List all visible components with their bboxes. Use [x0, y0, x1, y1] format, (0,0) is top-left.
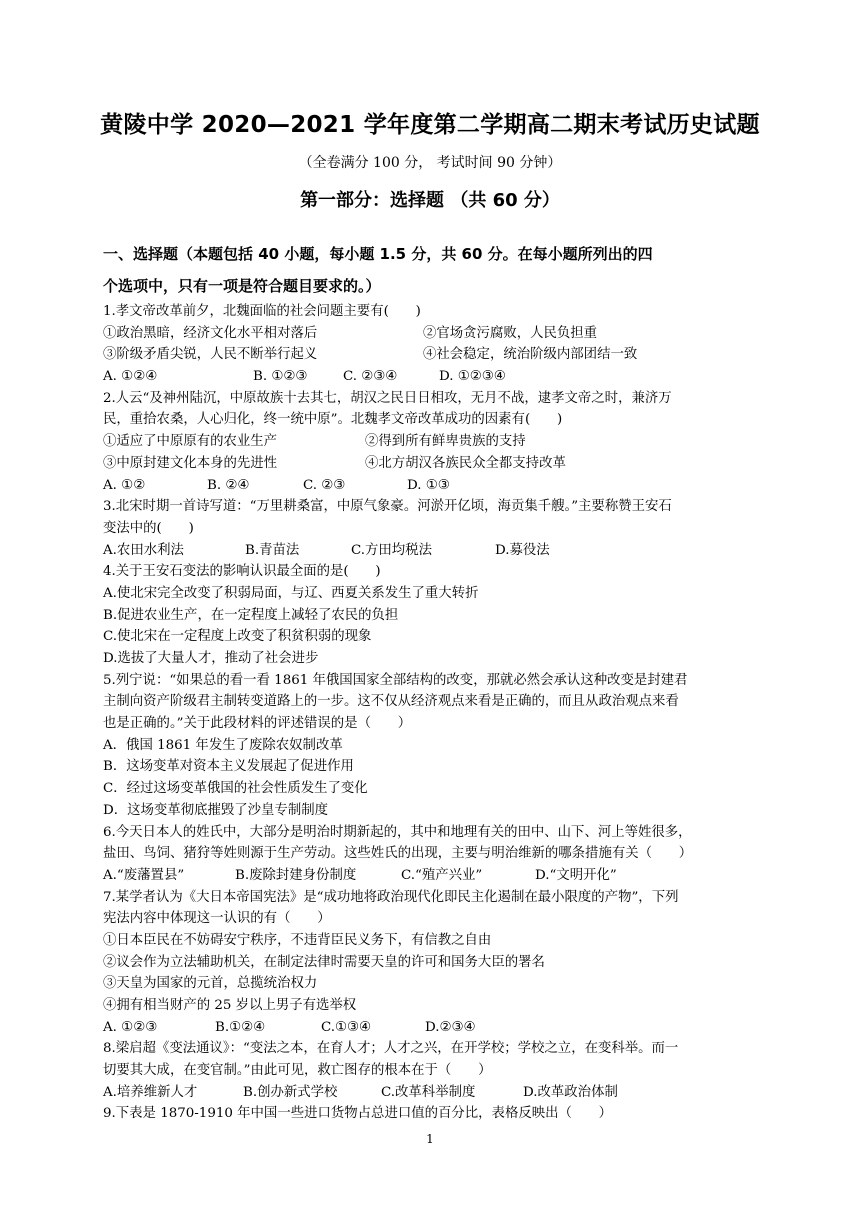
statement: ②得到所有鲜卑贵族的支持 [365, 434, 526, 450]
choice-a: A.“废藩置县” [103, 867, 185, 883]
question-7 [103, 887, 763, 1039]
question-stem: 3.北宋时期一首诗写道：“万里耕桑富，中原气象豪。河淤开亿顷，海贡集千艘。”主要称赞王安石 [103, 499, 672, 515]
choice-c: C.①③④ [321, 1019, 372, 1035]
instruction-line-2: 个选项中，只有一项是符合题目要求的。） [103, 277, 381, 295]
question-6 [103, 822, 763, 887]
instruction-line-1: 一、选择题（本题包括 40 小题，每小题 1.5 分，共 60 分。在每小题所列出的四 [103, 245, 653, 263]
choice-row [103, 366, 763, 388]
question-stem: 5.列宁说：“如果总的看一看 1861 年俄国国家全部结构的改变，那就必然会承认这种改变是封建君 [103, 672, 688, 688]
choice-b: B.①②④ [215, 1019, 266, 1035]
question-stem: 盐田、鸟饲、猪狩等姓则源于生产劳动。这些姓氏的出现，主要与明治维新的哪条措施有关（ ） [103, 846, 693, 862]
option-d: D.选拔了大量人才，推动了社会进步 [103, 651, 319, 666]
option-a: A．俄国 1861 年发生了废除农奴制改革 [103, 737, 343, 753]
choice-row [103, 475, 763, 497]
question-stem: 7.某学者认为《大日本帝国宪法》是“成功地将政治现代化即民主化遏制在最小限度的产物”，下列 [103, 889, 679, 905]
choice-row [103, 540, 763, 562]
statement: ①适应了中原原有的农业生产 [103, 434, 278, 450]
choice-row [103, 1082, 763, 1104]
choice-a: A.农田水利法 [103, 542, 184, 558]
question-stem: 4.关于王安石变法的影响认识最全面的是( ) [103, 564, 381, 580]
question-5 [103, 670, 763, 822]
question-stem: 2.人云“及神州陆沉，中原故族十去其七，胡汉之民日日相攻，无月不战，逮孝文帝之时，兼济万 [103, 390, 672, 406]
choice-c: C. ②③ [303, 477, 346, 493]
statement: ②官场贪污腐败，人民负担重 [423, 325, 598, 341]
question-stem: 1.孝文帝改革前夕，北魏面临的社会问题主要有( ) [103, 304, 421, 319]
statement: ④北方胡汉各族民众全都支持改革 [365, 455, 566, 471]
part-heading: 第一部分：选择题 （共 60 分） [300, 190, 560, 211]
statement-row [103, 453, 763, 475]
page-number: 1 [426, 1132, 434, 1146]
option-a: A.使北宋完全改变了积弱局面，与辽、西夏关系发生了重大转折 [103, 585, 479, 601]
statement-3: ③天皇为国家的元首，总揽统治权力 [103, 976, 318, 992]
option-d: D．这场变革彻底摧毁了沙皇专制制度 [103, 802, 328, 818]
option-c: C.使北宋在一定程度上改变了积贫积弱的现象 [103, 629, 372, 645]
choice-d: D.“文明开化” [535, 867, 617, 883]
choice-a: A.培养维新人才 [103, 1084, 198, 1100]
question-4 [103, 561, 763, 669]
choice-a: A. ①②④ [103, 369, 158, 385]
statement: ①政治黑暗，经济文化水平相对落后 [103, 325, 318, 341]
choice-b: B.青苗法 [245, 542, 300, 558]
statement-row [103, 344, 763, 366]
question-stem: 宪法内容中体现这一认识的有（ ） [103, 911, 331, 927]
questions [103, 301, 763, 1125]
choice-c: C.“殖产兴业” [401, 867, 483, 883]
choice-a: A. ①② [103, 477, 146, 493]
question-1 [103, 301, 763, 388]
question-8 [103, 1038, 763, 1103]
statement: ④社会稳定，统治阶级内部团结一致 [423, 347, 638, 363]
question-stem: 民，重拾农桑，人心归化，终一统中原”。北魏孝文帝改革成功的因素有( ) [103, 412, 563, 428]
question-2 [103, 388, 763, 496]
exam-subtitle: （全卷满分 100 分， 考试时间 90 分钟） [298, 155, 562, 171]
choice-c: C.方田均税法 [351, 542, 432, 558]
question-stem: 主制向资产阶级君主制转变道路上的一步。这不仅从经济观点来看是正确的，而且从政治观点来看 [103, 694, 679, 710]
choice-row [103, 865, 763, 887]
choice-a: A. ①②③ [103, 1019, 158, 1035]
question-stem: 8.梁启超《变法通议》：“变法之本，在育人才；人才之兴，在开学校；学校之立，在变科举。而一 [103, 1041, 679, 1057]
statement-4: ④拥有相当财产的 25 岁以上男子有选举权 [103, 998, 357, 1013]
question-3 [103, 496, 763, 561]
question-stem: 变法中的( ) [103, 520, 194, 536]
choice-d: D. ①③ [407, 477, 450, 493]
question-stem: 9.下表是 1870-1910 年中国一些进口货物占总进口值的百分比，表格反映出（ ） [103, 1106, 613, 1122]
option-c: C．经过这场变革俄国的社会性质发生了变化 [103, 781, 368, 797]
statement-2: ②议会作为立法辅助机关，在制定法律时需要天皇的许可和国务大臣的署名 [103, 954, 545, 970]
choice-b: B.废除封建身份制度 [235, 867, 357, 883]
statement: ③阶级矛盾尖锐，人民不断举行起义 [103, 347, 318, 363]
option-b: B.促进农业生产，在一定程度上减轻了农民的负担 [103, 607, 399, 623]
choice-d: D.募役法 [495, 542, 550, 558]
choice-d: D.②③④ [425, 1019, 476, 1035]
statement-row [103, 323, 763, 345]
statement-1: ①日本臣民在不妨碍安宁秩序，不违背臣民义务下，有信教之自由 [103, 932, 492, 948]
question-9 [103, 1103, 763, 1125]
choice-c: C.改革科举制度 [381, 1084, 476, 1100]
choice-b: B. ①②③ [253, 369, 308, 385]
choice-d: D.改革政治体制 [523, 1084, 618, 1100]
choice-b: B. ②④ [207, 477, 250, 493]
question-stem: 6.今天日本人的姓氏中，大部分是明治时期新起的，其中和地理有关的田中、山下、河上等姓很多， [103, 824, 692, 840]
statement: ③中原封建文化本身的先进性 [103, 455, 278, 471]
choice-d: D. ①②③④ [439, 369, 506, 385]
option-b: B．这场变革对资本主义发展起了促进作用 [103, 759, 354, 775]
choice-b: B.创办新式学校 [243, 1084, 338, 1100]
exam-title: 黄陵中学 2020—2021 学年度第二学期高二期末考试历史试题 [100, 112, 760, 138]
statement-row [103, 431, 763, 453]
choice-c: C. ②③④ [343, 369, 398, 385]
question-stem: 切要其大成，在变官制。”由此可见，救亡图存的根本在于（ ） [103, 1063, 492, 1079]
choice-row [103, 1017, 763, 1039]
question-stem: 也是正确的。”关于此段材料的评述错误的是（ ） [103, 716, 412, 732]
